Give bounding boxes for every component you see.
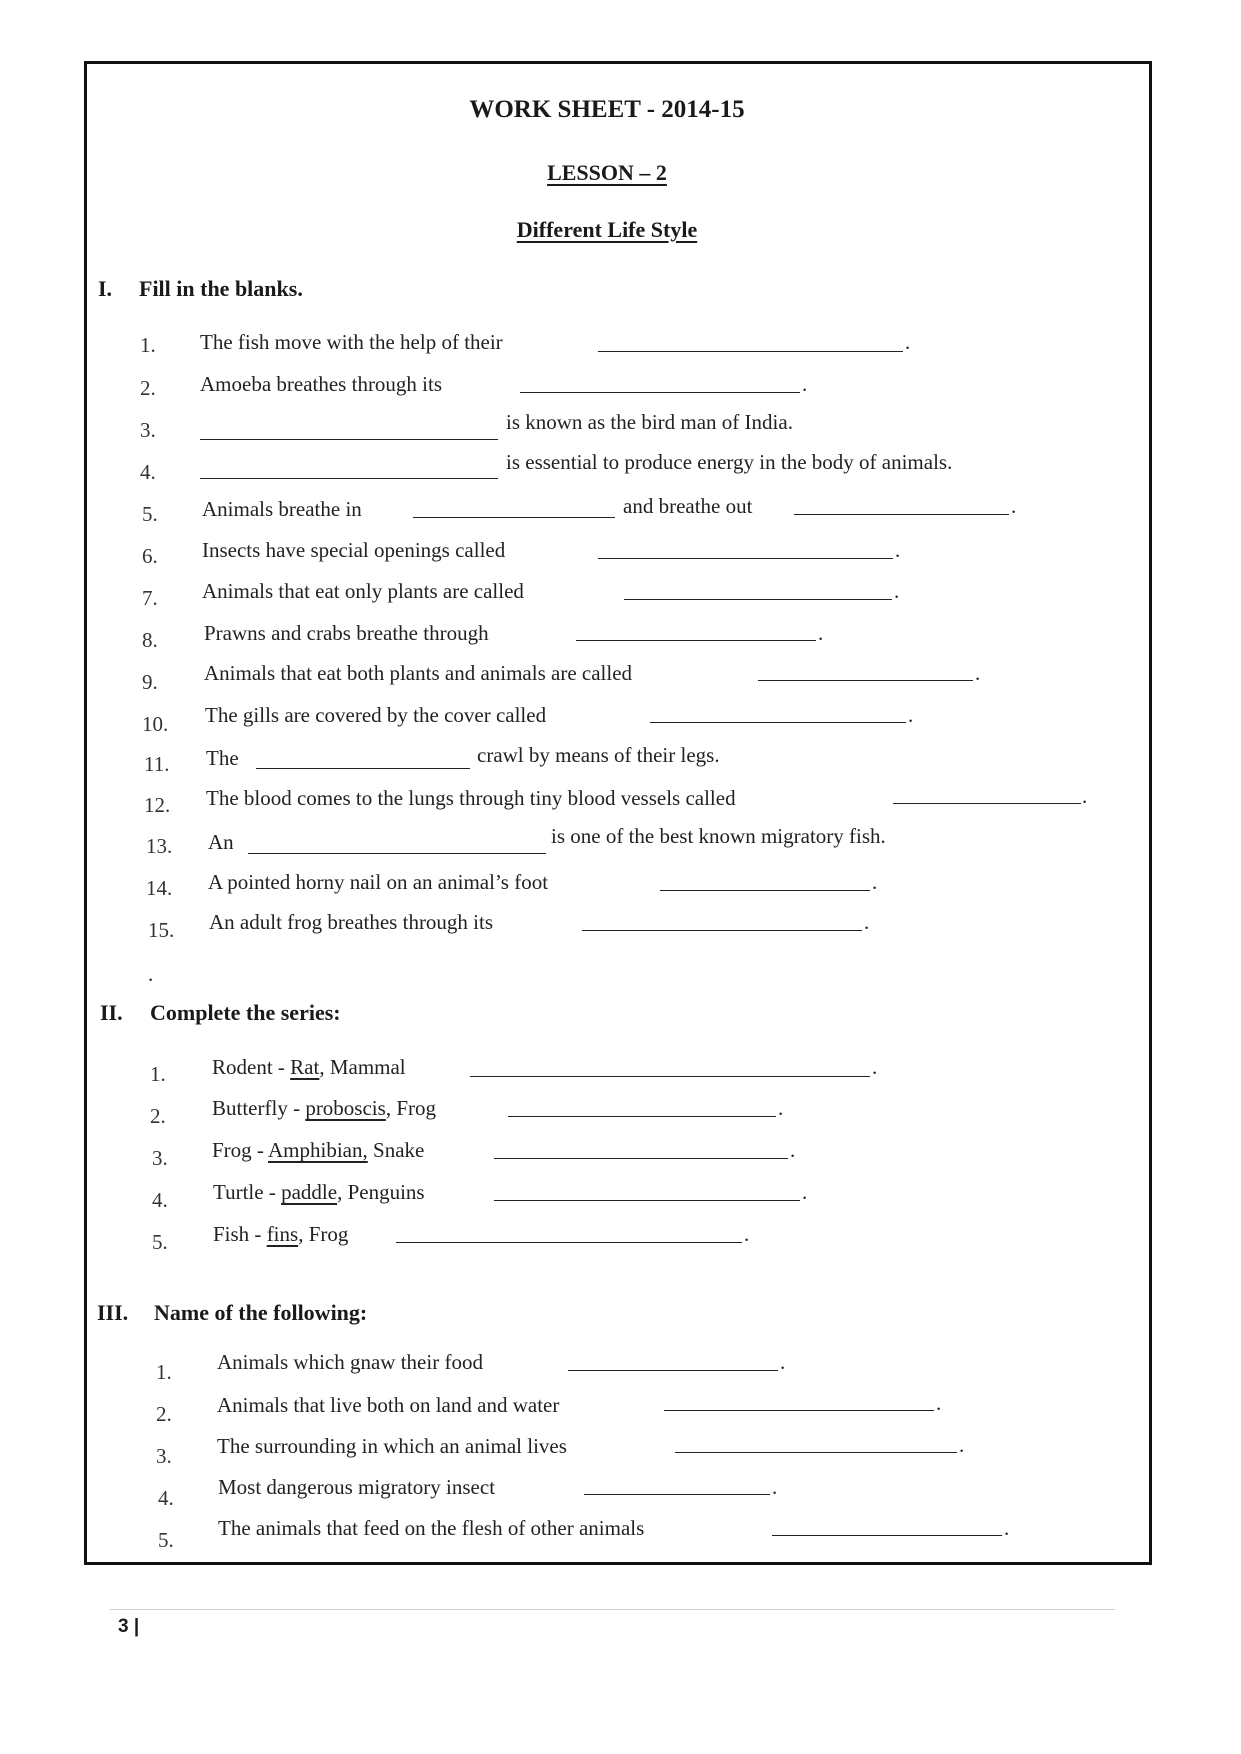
question-end: .	[780, 1350, 786, 1374]
item-number: 1.	[150, 1062, 166, 1086]
series-example: paddle	[281, 1180, 338, 1204]
answer-blank[interactable]	[660, 890, 870, 891]
answer-blank[interactable]	[248, 853, 546, 854]
question-end: .	[802, 372, 808, 396]
item-number: 3.	[152, 1146, 168, 1170]
question-end: .	[1011, 494, 1017, 518]
question-text: Most dangerous migratory insect	[218, 1475, 496, 1499]
question-end: .	[905, 330, 911, 354]
answer-blank[interactable]	[494, 1158, 788, 1159]
question-text: An	[208, 830, 234, 854]
lesson-subtitle: Different Life Style	[516, 217, 698, 242]
answer-blank[interactable]	[576, 640, 816, 641]
question-text: and breathe out	[623, 494, 753, 518]
answer-blank[interactable]	[893, 803, 1081, 804]
series-example: proboscis	[305, 1096, 386, 1120]
answer-blank[interactable]	[772, 1535, 1002, 1536]
question-end: .	[936, 1391, 942, 1415]
question-end: .	[959, 1433, 965, 1457]
item-number: 2.	[156, 1402, 172, 1426]
question-end: .	[818, 621, 824, 645]
question-text: Insects have special openings called	[202, 538, 506, 562]
item-number: 6.	[142, 544, 158, 568]
answer-blank[interactable]	[598, 558, 893, 559]
question-text: Animals which gnaw their food	[217, 1350, 483, 1374]
item-number: 1.	[140, 333, 156, 357]
item-number: 1.	[156, 1360, 172, 1384]
question-text: Animals that eat only plants are called	[202, 579, 524, 603]
question-end: .	[894, 579, 900, 603]
question-text: The surrounding in which an animal lives	[217, 1434, 567, 1458]
series-item: Rodent - Rat, Mammal	[212, 1055, 406, 1079]
answer-blank[interactable]	[624, 599, 892, 600]
answer-blank[interactable]	[200, 439, 498, 440]
series-example: Amphibian,	[268, 1138, 368, 1162]
series-item: Butterfly - proboscis, Frog	[212, 1096, 436, 1120]
item-number: 8.	[142, 628, 158, 652]
series-item: Fish - fins, Frog	[213, 1222, 349, 1246]
item-number: 5.	[158, 1528, 174, 1552]
question-text: Animals that eat both plants and animals are called	[204, 661, 633, 685]
series-example: Rat	[290, 1055, 320, 1079]
item-number: 11.	[144, 752, 170, 776]
section-3-heading: Name of the following:	[154, 1300, 368, 1325]
section-3-numeral: III.	[97, 1300, 129, 1325]
question-text: Prawns and crabs breathe through	[204, 621, 489, 645]
answer-blank[interactable]	[413, 517, 615, 518]
item-number: 2.	[150, 1104, 166, 1128]
answer-blank[interactable]	[664, 1410, 934, 1411]
answer-blank[interactable]	[494, 1200, 800, 1201]
answer-blank[interactable]	[396, 1242, 742, 1243]
question-text: A pointed horny nail on an animal’s foot	[208, 870, 549, 894]
question-text: is one of the best known migratory fish.	[551, 824, 886, 848]
item-number: 12.	[144, 793, 171, 817]
answer-blank[interactable]	[598, 351, 903, 352]
item-number: 3.	[140, 418, 156, 442]
question-end: .	[975, 661, 981, 685]
item-number: 9.	[142, 670, 158, 694]
question-text: crawl by means of their legs.	[477, 743, 720, 767]
series-item: Turtle - paddle, Penguins	[213, 1180, 425, 1204]
series-item: Frog - Amphibian, Snake	[212, 1138, 425, 1162]
question-text: Animals that live both on land and water	[217, 1393, 560, 1417]
question-text: is known as the bird man of India.	[506, 410, 793, 434]
item-number: 14.	[146, 876, 173, 900]
footer-divider	[110, 1609, 1115, 1610]
section-2-heading: Complete the series:	[150, 1000, 341, 1025]
question-text: An adult frog breathes through its	[209, 910, 494, 934]
page-number: 3 |	[118, 1616, 140, 1637]
answer-blank[interactable]	[568, 1370, 778, 1371]
item-number: 5.	[152, 1230, 168, 1254]
worksheet-title: WORK SHEET - 2014-15	[469, 96, 745, 123]
question-end: .	[872, 870, 878, 894]
answer-blank[interactable]	[650, 722, 906, 723]
question-end: .	[895, 538, 901, 562]
section-2-numeral: II.	[100, 1000, 123, 1025]
question-end: .	[864, 910, 870, 934]
question-text: Amoeba breathes through its	[200, 372, 443, 396]
item-number: 3.	[156, 1444, 172, 1468]
answer-blank[interactable]	[758, 680, 973, 681]
series-example: fins	[266, 1222, 299, 1246]
item-number: 13.	[146, 834, 173, 858]
answer-blank[interactable]	[470, 1076, 870, 1077]
answer-blank[interactable]	[582, 930, 862, 931]
item-number: 4.	[158, 1486, 174, 1510]
question-end: .	[778, 1096, 784, 1120]
section-1-heading: Fill in the blanks.	[139, 276, 303, 301]
item-number: 4.	[152, 1188, 168, 1212]
answer-blank[interactable]	[584, 1494, 770, 1495]
item-number: 15.	[148, 918, 175, 942]
answer-blank[interactable]	[508, 1116, 776, 1117]
question-text: Animals breathe in	[202, 497, 362, 521]
item-number: 5.	[142, 502, 158, 526]
question-end: .	[908, 703, 914, 727]
stray-mark: .	[148, 962, 154, 986]
question-end: .	[790, 1138, 796, 1162]
item-number: 7.	[142, 586, 158, 610]
question-end: .	[1004, 1516, 1010, 1540]
answer-blank[interactable]	[520, 392, 800, 393]
question-text: is essential to produce energy in the body of animals.	[506, 450, 953, 474]
question-text: The blood comes to the lungs through tiny blood vessels called	[206, 786, 736, 810]
item-number: 2.	[140, 376, 156, 400]
question-end: .	[744, 1222, 750, 1246]
question-text: The fish move with the help of their	[200, 330, 503, 354]
item-number: 10.	[142, 712, 169, 736]
answer-blank[interactable]	[675, 1452, 957, 1453]
item-number: 4.	[140, 460, 156, 484]
question-text: The animals that feed on the flesh of other animals	[218, 1516, 645, 1540]
answer-blank[interactable]	[794, 514, 1009, 515]
section-1-numeral: I.	[98, 276, 113, 301]
answer-blank[interactable]	[256, 768, 470, 769]
question-end: .	[872, 1055, 878, 1079]
lesson-label: LESSON – 2	[547, 160, 667, 185]
question-text: The gills are covered by the cover called	[205, 703, 547, 727]
question-end: .	[1082, 784, 1088, 808]
answer-blank[interactable]	[200, 478, 498, 479]
question-end: .	[772, 1475, 778, 1499]
question-end: .	[802, 1180, 808, 1204]
question-text: The	[206, 746, 239, 770]
